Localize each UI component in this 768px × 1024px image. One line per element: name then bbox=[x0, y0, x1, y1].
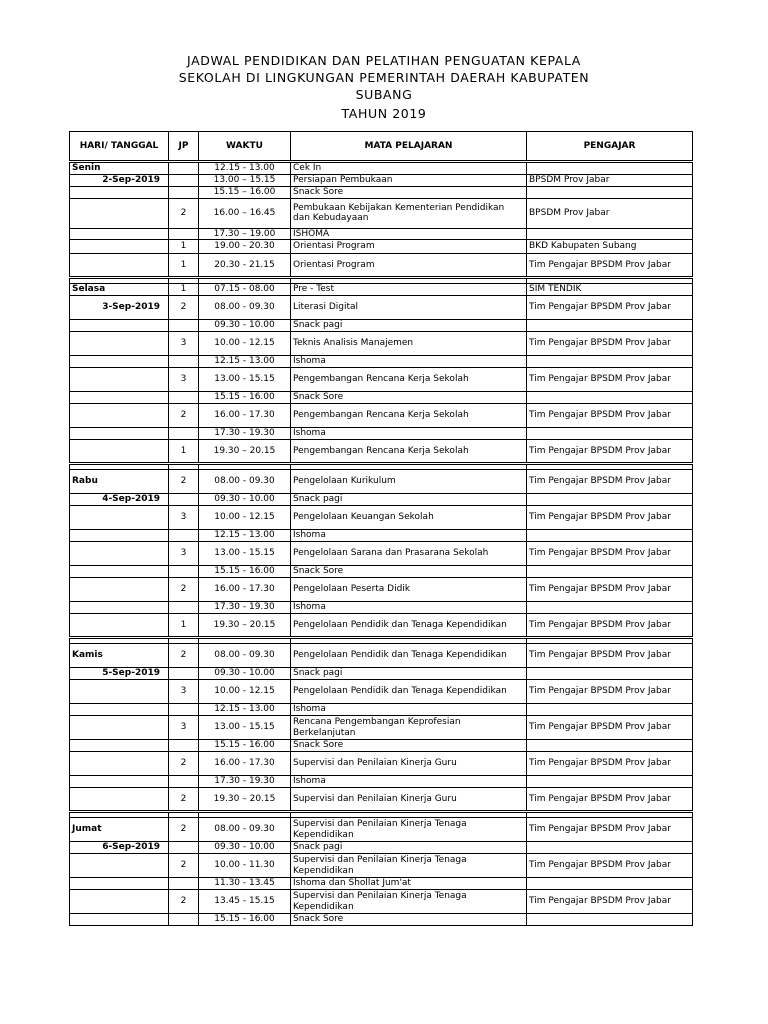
table-row bbox=[70, 332, 693, 356]
waktu-cell: 16.00 - 17.30 bbox=[199, 404, 291, 428]
day-cell bbox=[70, 542, 169, 566]
day-cell: Selasa bbox=[70, 284, 169, 296]
waktu-cell: 12.15 - 13.00 bbox=[199, 530, 291, 542]
jp-cell bbox=[169, 704, 199, 716]
mata-pelajaran-cell: Snack pagi bbox=[291, 668, 527, 680]
pengajar-cell: Tim Pengajar BPSDM Prov Jabar bbox=[527, 542, 693, 566]
mata-pelajaran-cell: Persiapan Pembukaan bbox=[291, 174, 527, 186]
mata-pelajaran-cell: Pengelolaan Pendidik dan Tenaga Kependidikan bbox=[291, 680, 527, 704]
day-cell: Kamis bbox=[70, 644, 169, 668]
mata-pelajaran-cell: Teknis Analisis Manajemen bbox=[291, 332, 527, 356]
day-cell bbox=[70, 404, 169, 428]
table-row bbox=[70, 404, 693, 428]
day-cell: Senin bbox=[70, 162, 169, 175]
mata-pelajaran-cell: Rencana Pengembangan Keprofesian Berkelanjutan bbox=[291, 716, 527, 740]
mata-pelajaran-cell: Supervisi dan Penilaian Kinerja Tenaga Kependidikan bbox=[291, 854, 527, 878]
day-cell bbox=[70, 186, 169, 198]
table-row bbox=[70, 842, 693, 854]
waktu-cell: 19.00 - 20.30 bbox=[199, 240, 291, 254]
waktu-cell: 17.30 - 19.30 bbox=[199, 776, 291, 788]
mata-pelajaran-cell: Snack Sore bbox=[291, 914, 527, 926]
waktu-cell: 12.15 - 13.00 bbox=[199, 162, 291, 175]
mata-pelajaran-cell: Ishoma bbox=[291, 530, 527, 542]
pengajar-cell bbox=[527, 566, 693, 578]
mata-pelajaran-cell: Snack pagi bbox=[291, 320, 527, 332]
mata-pelajaran-cell: Pengelolaan Sarana dan Prasarana Sekolah bbox=[291, 542, 527, 566]
jp-cell bbox=[169, 320, 199, 332]
day-cell bbox=[70, 530, 169, 542]
jp-cell bbox=[169, 356, 199, 368]
table-row bbox=[70, 914, 693, 926]
waktu-cell: 19.30 – 20.15 bbox=[199, 440, 291, 464]
pengajar-cell: Tim Pengajar BPSDM Prov Jabar bbox=[527, 890, 693, 914]
mata-pelajaran-cell: Supervisi dan Penilaian Kinerja Guru bbox=[291, 752, 527, 776]
pengajar-cell bbox=[527, 356, 693, 368]
table-header-row bbox=[70, 132, 693, 162]
table-row bbox=[70, 602, 693, 614]
jp-cell bbox=[169, 842, 199, 854]
day-cell: Rabu bbox=[70, 470, 169, 494]
table-row bbox=[70, 254, 693, 278]
mata-pelajaran-cell: Pengelolaan Peserta Didik bbox=[291, 578, 527, 602]
header-pengajar: PENGAJAR bbox=[527, 132, 693, 162]
jp-cell: 1 bbox=[169, 614, 199, 638]
jp-cell bbox=[169, 530, 199, 542]
pengajar-cell bbox=[527, 320, 693, 332]
waktu-cell: 09.30 - 10.00 bbox=[199, 494, 291, 506]
mata-pelajaran-cell: Orientasi Program bbox=[291, 254, 527, 278]
day-cell bbox=[70, 716, 169, 740]
mata-pelajaran-cell: Ishoma bbox=[291, 356, 527, 368]
waktu-cell: 16.00 - 17.30 bbox=[199, 752, 291, 776]
pengajar-cell: Tim Pengajar BPSDM Prov Jabar bbox=[527, 644, 693, 668]
day-cell: 6-Sep-2019 bbox=[70, 842, 169, 854]
jp-cell bbox=[169, 602, 199, 614]
mata-pelajaran-cell: Snack pagi bbox=[291, 842, 527, 854]
pengajar-cell: Tim Pengajar BPSDM Prov Jabar bbox=[527, 614, 693, 638]
table-row bbox=[70, 186, 693, 198]
waktu-cell: 13.00 - 15.15 bbox=[199, 716, 291, 740]
table-row bbox=[70, 542, 693, 566]
day-cell bbox=[70, 368, 169, 392]
day-cell bbox=[70, 578, 169, 602]
day-cell: 4-Sep-2019 bbox=[70, 494, 169, 506]
table-row bbox=[70, 740, 693, 752]
jp-cell: 2 bbox=[169, 470, 199, 494]
day-cell bbox=[70, 198, 169, 228]
table-row bbox=[70, 240, 693, 254]
pengajar-cell: SIM TENDIK bbox=[527, 284, 693, 296]
waktu-cell: 13.00 - 15.15 bbox=[199, 368, 291, 392]
table-row bbox=[70, 680, 693, 704]
jp-cell bbox=[169, 740, 199, 752]
waktu-cell: 19.30 – 20.15 bbox=[199, 614, 291, 638]
mata-pelajaran-cell: Pembukaan Kebijakan Kementerian Pendidikan dan Kebudayaan bbox=[291, 198, 527, 228]
jp-cell: 2 bbox=[169, 296, 199, 320]
table-row bbox=[70, 530, 693, 542]
mata-pelajaran-cell: Cek In bbox=[291, 162, 527, 175]
pengajar-cell bbox=[527, 668, 693, 680]
mata-pelajaran-cell: Ishoma bbox=[291, 602, 527, 614]
waktu-cell: 13.00 – 15.15 bbox=[199, 174, 291, 186]
jp-cell bbox=[169, 162, 199, 175]
table-row bbox=[70, 228, 693, 240]
jp-cell: 3 bbox=[169, 332, 199, 356]
mata-pelajaran-cell: Pengelolaan Keuangan Sekolah bbox=[291, 506, 527, 530]
table-row bbox=[70, 614, 693, 638]
pengajar-cell: Tim Pengajar BPSDM Prov Jabar bbox=[527, 506, 693, 530]
table-row bbox=[70, 788, 693, 812]
waktu-cell: 10.00 - 11.30 bbox=[199, 854, 291, 878]
day-cell bbox=[70, 428, 169, 440]
pengajar-cell bbox=[527, 428, 693, 440]
mata-pelajaran-cell: Snack Sore bbox=[291, 186, 527, 198]
waktu-cell: 11.30 - 13.45 bbox=[199, 878, 291, 890]
header-jp: JP bbox=[169, 132, 199, 162]
jp-cell bbox=[169, 668, 199, 680]
waktu-cell: 17.30 - 19.30 bbox=[199, 428, 291, 440]
waktu-cell: 15.15 – 16.00 bbox=[199, 186, 291, 198]
table-row bbox=[70, 644, 693, 668]
day-cell bbox=[70, 440, 169, 464]
waktu-cell: 13.00 - 15.15 bbox=[199, 542, 291, 566]
waktu-cell: 10.00 - 12.15 bbox=[199, 332, 291, 356]
table-row bbox=[70, 320, 693, 332]
day-cell bbox=[70, 878, 169, 890]
table-row bbox=[70, 174, 693, 186]
mata-pelajaran-cell: Orientasi Program bbox=[291, 240, 527, 254]
day-cell bbox=[70, 356, 169, 368]
jp-cell bbox=[169, 878, 199, 890]
mata-pelajaran-cell: Snack Sore bbox=[291, 566, 527, 578]
waktu-cell: 09.30 - 10.00 bbox=[199, 668, 291, 680]
table-row bbox=[70, 566, 693, 578]
day-cell bbox=[70, 914, 169, 926]
table-row bbox=[70, 470, 693, 494]
table-row bbox=[70, 752, 693, 776]
pengajar-cell: Tim Pengajar BPSDM Prov Jabar bbox=[527, 254, 693, 278]
pengajar-cell: Tim Pengajar BPSDM Prov Jabar bbox=[527, 440, 693, 464]
waktu-cell: 15.15 - 16.00 bbox=[199, 566, 291, 578]
mata-pelajaran-cell: Snack pagi bbox=[291, 494, 527, 506]
jp-cell: 2 bbox=[169, 752, 199, 776]
jp-cell: 1 bbox=[169, 440, 199, 464]
jp-cell: 3 bbox=[169, 542, 199, 566]
waktu-cell: 09.30 - 10.00 bbox=[199, 842, 291, 854]
day-cell bbox=[70, 602, 169, 614]
table-row bbox=[70, 878, 693, 890]
jp-cell: 2 bbox=[169, 788, 199, 812]
pengajar-cell: Tim Pengajar BPSDM Prov Jabar bbox=[527, 470, 693, 494]
jp-cell: 2 bbox=[169, 644, 199, 668]
schedule-body bbox=[70, 162, 693, 926]
pengajar-cell: Tim Pengajar BPSDM Prov Jabar bbox=[527, 680, 693, 704]
pengajar-cell: BPSDM Prov Jabar bbox=[527, 198, 693, 228]
table-row bbox=[70, 494, 693, 506]
jp-cell bbox=[169, 428, 199, 440]
jp-cell: 3 bbox=[169, 506, 199, 530]
day-cell bbox=[70, 254, 169, 278]
day-cell bbox=[70, 320, 169, 332]
header-hari: HARI/ TANGGAL bbox=[70, 132, 169, 162]
table-row bbox=[70, 368, 693, 392]
jp-cell: 2 bbox=[169, 578, 199, 602]
jp-cell: 2 bbox=[169, 818, 199, 842]
waktu-cell: 08.00 - 09.30 bbox=[199, 818, 291, 842]
jp-cell bbox=[169, 186, 199, 198]
mata-pelajaran-cell: Pengembangan Rencana Kerja Sekolah bbox=[291, 368, 527, 392]
pengajar-cell: Tim Pengajar BPSDM Prov Jabar bbox=[527, 716, 693, 740]
day-cell bbox=[70, 614, 169, 638]
waktu-cell: 08.00 - 09.30 bbox=[199, 644, 291, 668]
pengajar-cell: BPSDM Prov Jabar bbox=[527, 174, 693, 186]
jp-cell: 2 bbox=[169, 854, 199, 878]
waktu-cell: 13.45 - 15.15 bbox=[199, 890, 291, 914]
doc-title-line1: JADWAL PENDIDIKAN DAN PELATIHAN PENGUATAN KEPALA bbox=[187, 53, 581, 68]
header-mata-pelajaran: MATA PELAJARAN bbox=[291, 132, 527, 162]
table-row bbox=[70, 198, 693, 228]
day-cell bbox=[70, 566, 169, 578]
pengajar-cell: Tim Pengajar BPSDM Prov Jabar bbox=[527, 752, 693, 776]
table-row bbox=[70, 296, 693, 320]
waktu-cell: 17.30 - 19.30 bbox=[199, 602, 291, 614]
mata-pelajaran-cell: Supervisi dan Penilaian Kinerja Tenaga Kependidikan bbox=[291, 818, 527, 842]
waktu-cell: 16.00 - 17.30 bbox=[199, 578, 291, 602]
mata-pelajaran-cell: Pre - Test bbox=[291, 284, 527, 296]
day-cell bbox=[70, 228, 169, 240]
mata-pelajaran-cell: Ishoma bbox=[291, 776, 527, 788]
jp-cell bbox=[169, 174, 199, 186]
day-cell bbox=[70, 680, 169, 704]
waktu-cell: 15.15 - 16.00 bbox=[199, 914, 291, 926]
mata-pelajaran-cell: Pengelolaan Pendidik dan Tenaga Kependidikan bbox=[291, 644, 527, 668]
waktu-cell: 20.30 - 21.15 bbox=[199, 254, 291, 278]
doc-title-line3: SUBANG bbox=[355, 87, 413, 102]
pengajar-cell: Tim Pengajar BPSDM Prov Jabar bbox=[527, 404, 693, 428]
mata-pelajaran-cell: Ishoma bbox=[291, 428, 527, 440]
mata-pelajaran-cell: Supervisi dan Penilaian Kinerja Tenaga Kependidikan bbox=[291, 890, 527, 914]
day-cell bbox=[70, 854, 169, 878]
day-cell bbox=[70, 240, 169, 254]
pengajar-cell: Tim Pengajar BPSDM Prov Jabar bbox=[527, 788, 693, 812]
waktu-cell: 09.30 - 10.00 bbox=[199, 320, 291, 332]
table-row bbox=[70, 578, 693, 602]
jp-cell: 3 bbox=[169, 680, 199, 704]
day-cell: 2-Sep-2019 bbox=[70, 174, 169, 186]
table-row bbox=[70, 704, 693, 716]
day-cell bbox=[70, 704, 169, 716]
day-cell bbox=[70, 776, 169, 788]
table-row bbox=[70, 854, 693, 878]
jp-cell bbox=[169, 392, 199, 404]
pengajar-cell: Tim Pengajar BPSDM Prov Jabar bbox=[527, 818, 693, 842]
table-row bbox=[70, 776, 693, 788]
jp-cell bbox=[169, 776, 199, 788]
waktu-cell: 08.00 - 09.30 bbox=[199, 470, 291, 494]
schedule-table bbox=[69, 131, 693, 926]
mata-pelajaran-cell: Pengelolaan Pendidik dan Tenaga Kependidikan bbox=[291, 614, 527, 638]
pengajar-cell bbox=[527, 392, 693, 404]
header-waktu: WAKTU bbox=[199, 132, 291, 162]
pengajar-cell bbox=[527, 186, 693, 198]
pengajar-cell: Tim Pengajar BPSDM Prov Jabar bbox=[527, 296, 693, 320]
pengajar-cell: Tim Pengajar BPSDM Prov Jabar bbox=[527, 578, 693, 602]
doc-title-line4: TAHUN 2019 bbox=[341, 106, 427, 121]
day-cell bbox=[70, 788, 169, 812]
day-cell bbox=[70, 506, 169, 530]
waktu-cell: 10.00 - 12.15 bbox=[199, 680, 291, 704]
pengajar-cell bbox=[527, 878, 693, 890]
jp-cell bbox=[169, 914, 199, 926]
jp-cell: 2 bbox=[169, 404, 199, 428]
waktu-cell: 10.00 - 12.15 bbox=[199, 506, 291, 530]
waktu-cell: 15.15 - 16.00 bbox=[199, 740, 291, 752]
pengajar-cell bbox=[527, 776, 693, 788]
jp-cell: 2 bbox=[169, 890, 199, 914]
pengajar-cell: Tim Pengajar BPSDM Prov Jabar bbox=[527, 854, 693, 878]
table-row bbox=[70, 440, 693, 464]
mata-pelajaran-cell: Snack Sore bbox=[291, 740, 527, 752]
day-cell: Jumat bbox=[70, 818, 169, 842]
mata-pelajaran-cell: Snack Sore bbox=[291, 392, 527, 404]
jp-cell: 1 bbox=[169, 284, 199, 296]
pengajar-cell bbox=[527, 740, 693, 752]
jp-cell: 2 bbox=[169, 198, 199, 228]
jp-cell bbox=[169, 228, 199, 240]
pengajar-cell bbox=[527, 602, 693, 614]
pengajar-cell: Tim Pengajar BPSDM Prov Jabar bbox=[527, 332, 693, 356]
table-row bbox=[70, 716, 693, 740]
waktu-cell: 19.30 – 20.15 bbox=[199, 788, 291, 812]
mata-pelajaran-cell: Ishoma dan Shollat Jum'at bbox=[291, 878, 527, 890]
pengajar-cell bbox=[527, 228, 693, 240]
waktu-cell: 07.15 - 08.00 bbox=[199, 284, 291, 296]
day-cell bbox=[70, 890, 169, 914]
pengajar-cell bbox=[527, 704, 693, 716]
table-row bbox=[70, 890, 693, 914]
day-cell: 3-Sep-2019 bbox=[70, 296, 169, 320]
jp-cell bbox=[169, 494, 199, 506]
waktu-cell: 08.00 - 09.30 bbox=[199, 296, 291, 320]
day-cell bbox=[70, 392, 169, 404]
jp-cell: 3 bbox=[169, 368, 199, 392]
waktu-cell: 15.15 - 16.00 bbox=[199, 392, 291, 404]
waktu-cell: 12.15 - 13.00 bbox=[199, 356, 291, 368]
table-row bbox=[70, 392, 693, 404]
table-row bbox=[70, 428, 693, 440]
table-row bbox=[70, 818, 693, 842]
table-row bbox=[70, 356, 693, 368]
pengajar-cell bbox=[527, 914, 693, 926]
pengajar-cell bbox=[527, 842, 693, 854]
doc-title-line2: SEKOLAH DI LINGKUNGAN PEMERINTAH DAERAH KABUPATEN bbox=[178, 70, 590, 85]
mata-pelajaran-cell: Pengembangan Rencana Kerja Sekolah bbox=[291, 440, 527, 464]
pengajar-cell bbox=[527, 530, 693, 542]
waktu-cell: 16.00 – 16.45 bbox=[199, 198, 291, 228]
jp-cell: 1 bbox=[169, 240, 199, 254]
day-cell: 5-Sep-2019 bbox=[70, 668, 169, 680]
day-cell bbox=[70, 752, 169, 776]
mata-pelajaran-cell: Literasi Digital bbox=[291, 296, 527, 320]
pengajar-cell: BKD Kabupaten Subang bbox=[527, 240, 693, 254]
waktu-cell: 17.30 – 19.00 bbox=[199, 228, 291, 240]
jp-cell: 1 bbox=[169, 254, 199, 278]
mata-pelajaran-cell: Pengembangan Rencana Kerja Sekolah bbox=[291, 404, 527, 428]
table-row bbox=[70, 162, 693, 175]
pengajar-cell: Tim Pengajar BPSDM Prov Jabar bbox=[527, 368, 693, 392]
mata-pelajaran-cell: Pengelolaan Kurikulum bbox=[291, 470, 527, 494]
mata-pelajaran-cell: Ishoma bbox=[291, 704, 527, 716]
day-cell bbox=[70, 332, 169, 356]
jp-cell bbox=[169, 566, 199, 578]
mata-pelajaran-cell: ISHOMA bbox=[291, 228, 527, 240]
day-cell bbox=[70, 740, 169, 752]
jp-cell: 3 bbox=[169, 716, 199, 740]
table-row bbox=[70, 668, 693, 680]
table-row bbox=[70, 284, 693, 296]
mata-pelajaran-cell: Supervisi dan Penilaian Kinerja Guru bbox=[291, 788, 527, 812]
waktu-cell: 12.15 - 13.00 bbox=[199, 704, 291, 716]
pengajar-cell bbox=[527, 162, 693, 175]
pengajar-cell bbox=[527, 494, 693, 506]
table-row bbox=[70, 506, 693, 530]
